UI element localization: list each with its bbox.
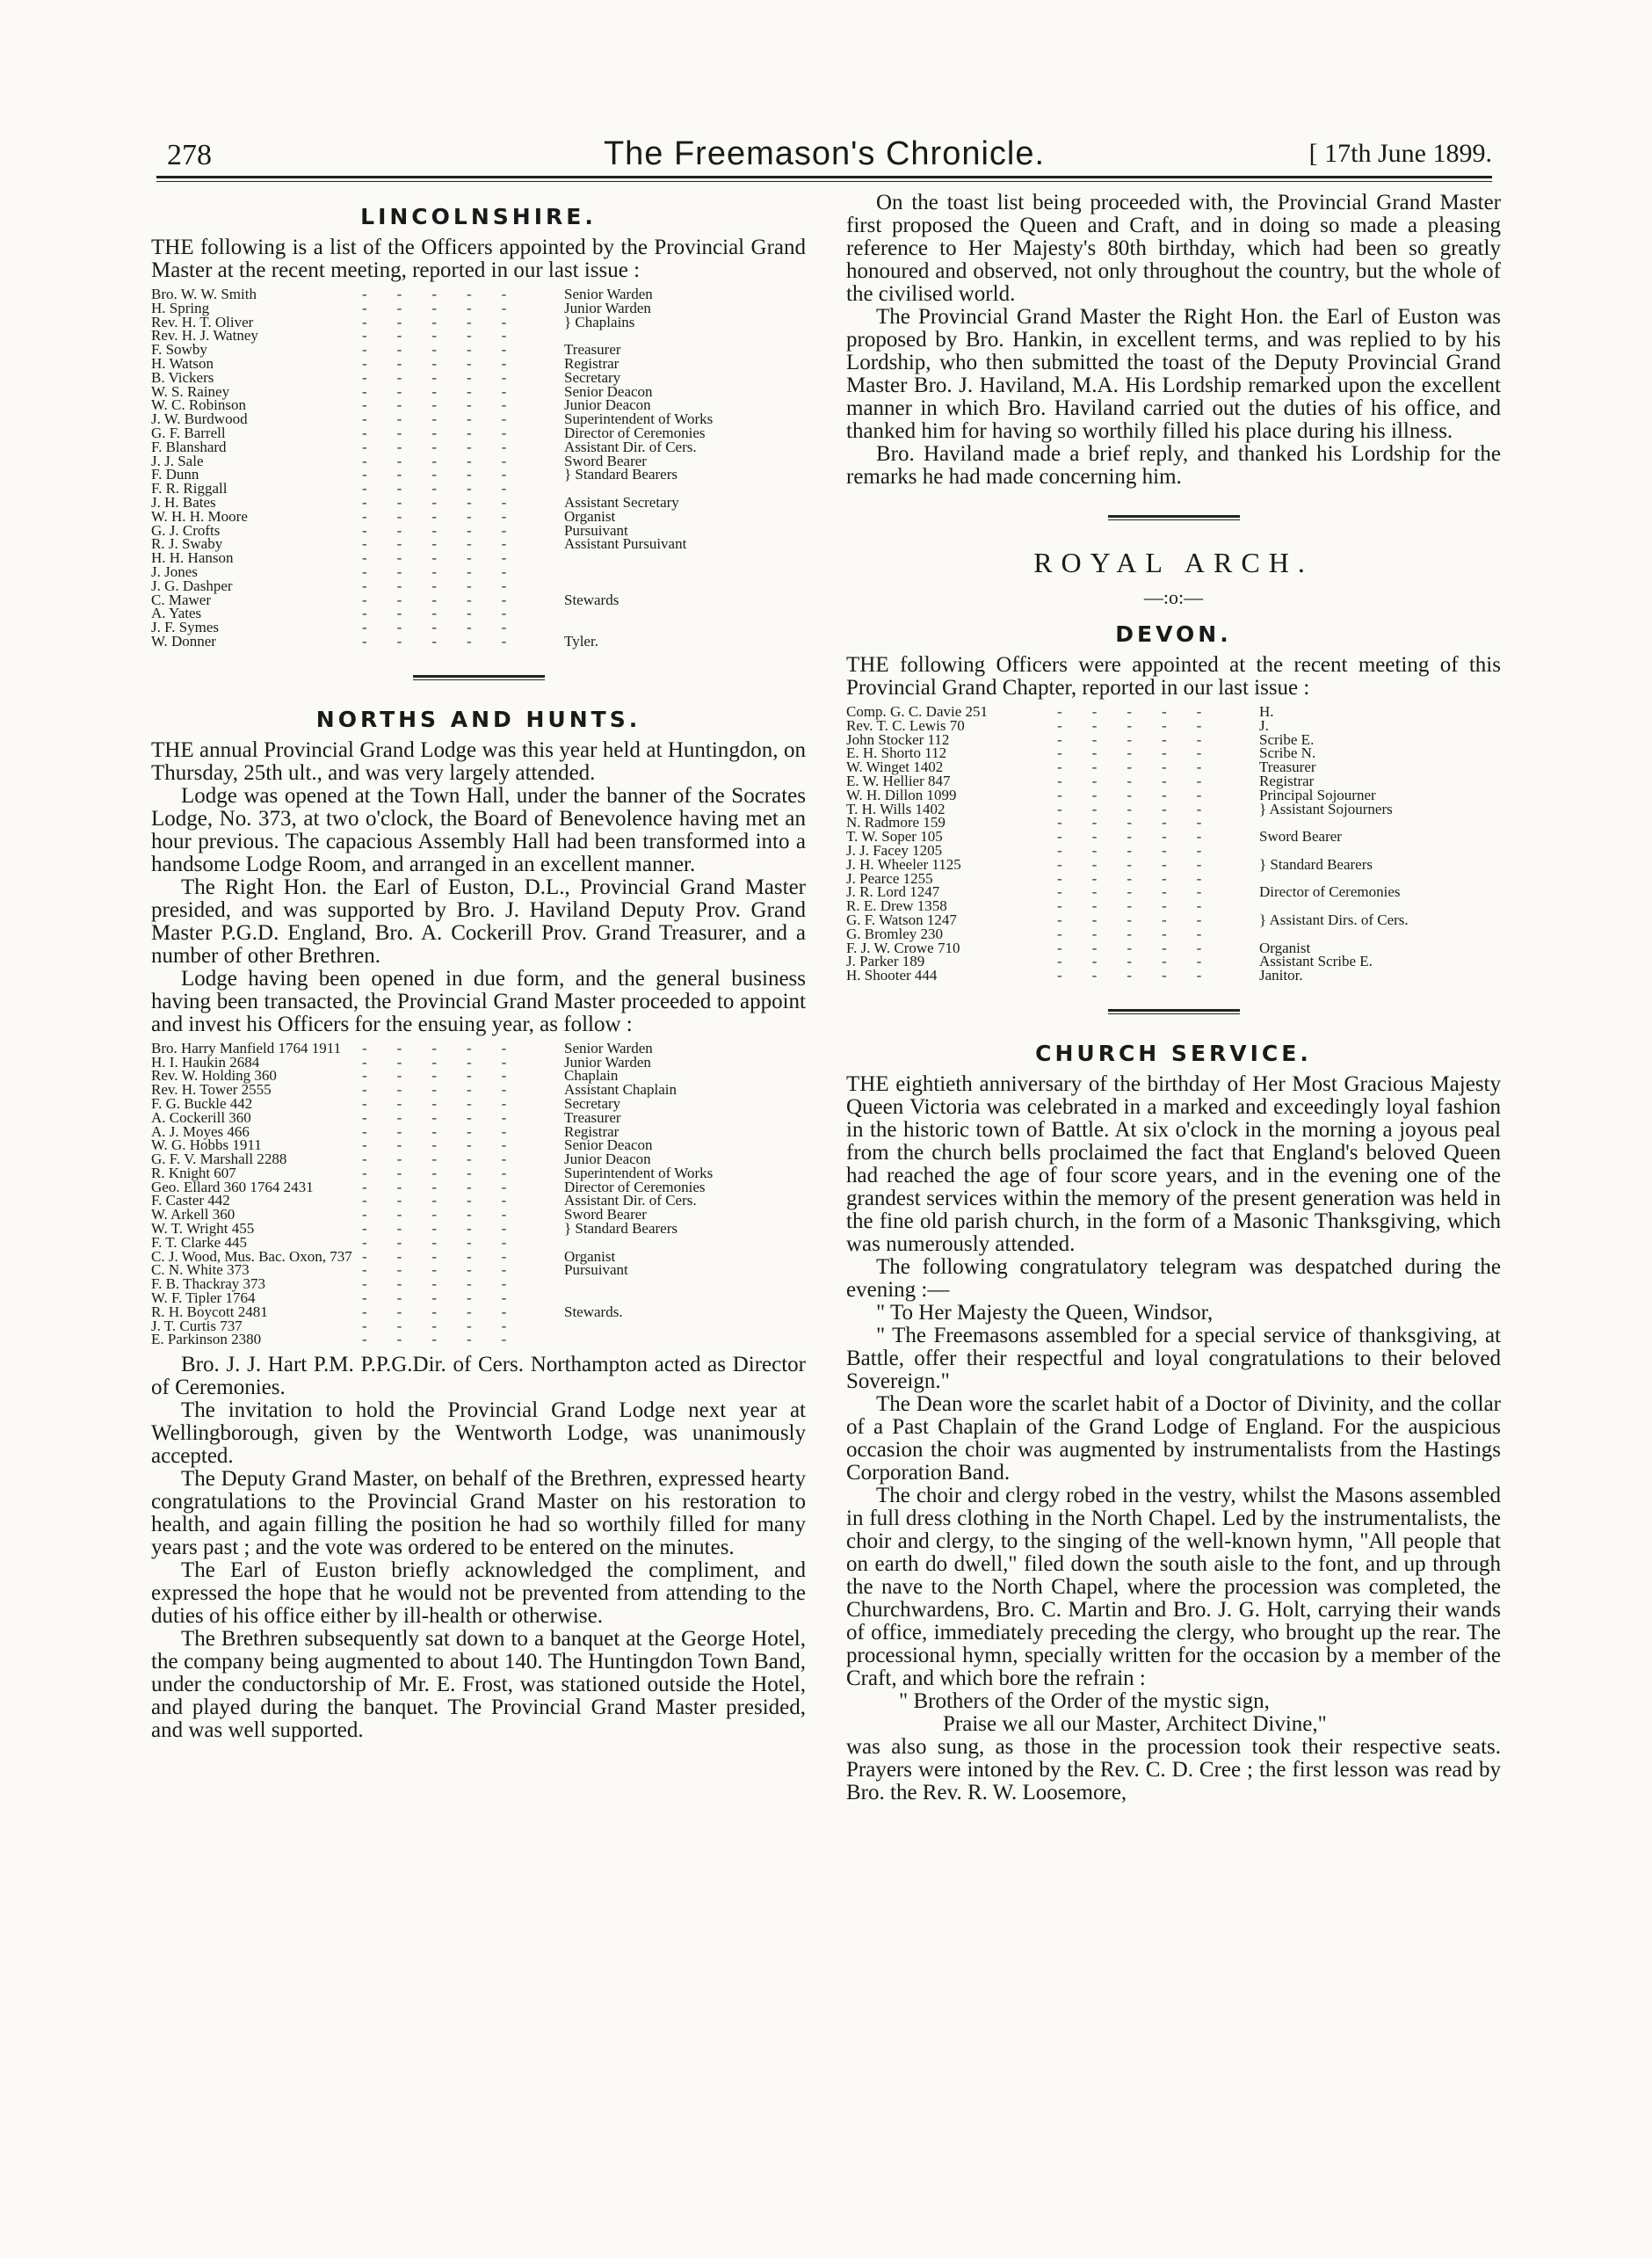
leader-dashes: - - - - - [1057, 814, 1202, 831]
leader-dashes: - - - - - [362, 299, 507, 316]
officer-name: R. H. Boycott 2481 [151, 1303, 268, 1320]
officer-name: Comp. G. C. Davie 251 [846, 703, 989, 720]
officer-office: Junior Deacon [564, 396, 651, 414]
officer-name: W. G. Hobbs 1911 [151, 1136, 262, 1154]
officer-office: Treasurer [1259, 759, 1316, 776]
officer-office: Organist [564, 1247, 616, 1265]
officer-name: J. J. Facey 1205 [846, 841, 943, 859]
leader-dashes: - - - - - [362, 605, 507, 622]
church-paragraph-5: The Dean wore the scarlet habit of a Doctor of Divinity, and the collar of a Past Chaplain of the Grand Lodge of England. For the auspicious occasion the choir was augmented by instrumentalists from the Hastings Corporation Band. [846, 1391, 1501, 1485]
leader-dashes: - - - - - [1057, 786, 1202, 803]
officer-office: Assistant Scribe E. [1259, 953, 1373, 970]
leader-dashes: - - - - - [1057, 744, 1202, 762]
devon-subtitle: DEVON. [1115, 621, 1232, 647]
leader-dashes: - - - - - [362, 1178, 507, 1195]
devon-intro: THE following Officers were appointed at the recent meeting of this Provincial Grand Chapter, reported in our last issue : [846, 653, 1501, 700]
leader-dashes: - - - - - [362, 424, 507, 441]
leader-dashes: - - - - - [362, 535, 507, 553]
officer-name: A. Yates [151, 605, 202, 622]
leader-dashes: - - - - - [362, 521, 507, 539]
norths-paragraph-1: THE annual Provincial Grand Lodge was this year held at Huntingdon, on Thursday, 25th ult., and was very largely attended. [151, 737, 806, 785]
leader-dashes: - - - - - [362, 1164, 507, 1181]
officer-name: F. Dunn [151, 466, 199, 483]
officer-office: Director of Ceremonies [564, 424, 706, 441]
officer-name: Bro. W. W. Smith [151, 286, 257, 302]
officer-office: Secretary [564, 368, 621, 386]
officer-name: C. Mawer [151, 591, 211, 608]
officer-name: H. I. Haukin 2684 [151, 1053, 260, 1071]
officer-office: Pursuivant [564, 521, 628, 539]
officer-name: Rev. H. T. Oliver [151, 313, 254, 330]
officer-office: Senior Deacon [564, 382, 653, 400]
officer-office: Assistant Secretary [564, 493, 679, 511]
officer-name: E. W. Hellier 847 [846, 772, 951, 789]
officer-name: F. Sowby [151, 341, 207, 359]
leader-dashes: - - - - - [362, 1275, 507, 1293]
officer-name: Rev. T. C. Lewis 70 [846, 716, 965, 734]
officer-name: R. J. Swaby [151, 535, 223, 553]
officer-office: Assistant Chaplain [564, 1081, 677, 1099]
officer-name: C. J. Wood, Mus. Bac. Oxon, 737 [151, 1247, 352, 1265]
officer-name: F. Blanshard [151, 438, 227, 455]
officer-office [564, 1332, 806, 1347]
officer-office: Pursuivant [564, 1261, 628, 1279]
officer-office: Assistant Dir. of Cers. [564, 1192, 697, 1209]
officer-name: F. B. Thackray 373 [151, 1275, 266, 1293]
officer-office: Assistant Dir. of Cers. [564, 438, 697, 455]
church-paragraph-6: The choir and clergy robed in the vestry, whilst the Masons assembled in full dress clothing in the North Chapel. Led by the instrumentalists, the choir and clergy, to the singing of the well-known hymn, "All people that on earth do dwell," filed down the south aisle to the font, and up through the nave to the North Chapel, where the procession was completed, the Churchwardens, Bro. C. Martin and Bro. J. G. Holt, carrying their wands of office, immediately preceding the clergy, who brought up the rear. The processional hymn, specially written for the occasion by a member of the Craft, and which bore the refrain : [846, 1483, 1501, 1690]
lincolnshire-title: LINCOLNSHIRE. [360, 204, 597, 229]
officer-name: Bro. Harry Manfield 1764 1911 [151, 1039, 342, 1056]
leader-dashes: - - - - - [1057, 828, 1202, 846]
officer-office: } Assistant Dirs. of Cers. [1259, 911, 1409, 928]
leader-dashes: - - - - - [1057, 883, 1202, 901]
officer-office: Scribe E. [1259, 730, 1315, 748]
officer-name: G. F. Barrell [151, 424, 226, 441]
leader-dashes: - - - - - [1057, 967, 1202, 984]
leader-dashes: - - - - - [362, 632, 507, 650]
officer-name: Rev. H. J. Watney [151, 327, 258, 345]
section-separator [1108, 515, 1240, 520]
leader-dashes: - - - - - [362, 507, 507, 525]
leader-dashes: - - - - - [362, 286, 507, 302]
page-header [156, 132, 1492, 176]
leader-dashes: - - - - - [1057, 925, 1202, 942]
officer-name: F. R. Riggall [151, 480, 228, 497]
church-telegram-body: " The Freemasons assembled for a special service of thanksgiving, at Battle, offer their respectful and loyal congratulations to their beloved Sovereign." [846, 1323, 1501, 1393]
officer-name: W. C. Robinson [151, 396, 247, 414]
officer-row [151, 1332, 806, 1347]
officer-name: Geo. Ellard 360 1764 2431 [151, 1178, 314, 1195]
leader-dashes: - - - - - [362, 1331, 507, 1348]
norths-paragraph-6: The invitation to hold the Provincial Grand Lodge next year at Wellingborough, given by the Wentworth Lodge, was unanimously accepted. [151, 1398, 806, 1469]
officer-office: Senior Deacon [564, 1136, 653, 1154]
officer-name: A. J. Moyes 466 [151, 1122, 250, 1140]
officer-name: J. G. Dashper [151, 577, 233, 594]
officer-name: J. Jones [151, 563, 198, 580]
issue-date: [ 17th June 1899. [1308, 139, 1492, 168]
leader-dashes: - - - - - [362, 1108, 507, 1126]
officer-name: W. Donner [151, 632, 216, 650]
leader-dashes: - - - - - [1057, 953, 1202, 970]
ornament-divider: —:o:— [1143, 586, 1204, 608]
leader-dashes: - - - - - [362, 313, 507, 330]
church-paragraph-7: was also sung, as those in the procession took their respective seats. Prayers were intoned by the Rev. C. D. Cree ; the first lesson was read by Bro. the Rev. R. W. Loosemore, [846, 1734, 1501, 1804]
officer-name: J. Parker 189 [846, 953, 925, 970]
officer-name: G. F. V. Marshall 2288 [151, 1151, 287, 1168]
officer-office: Organist [1259, 939, 1311, 956]
leader-dashes: - - - - - [362, 1206, 507, 1223]
norths-paragraph-7: The Deputy Grand Master, on behalf of the Brethren, expressed hearty congratulations to the Provincial Grand Master on his restoration to health, and again filling the position he had so worthily filled for many years past ; and the vote was ordered to be entered on the minutes. [151, 1467, 806, 1560]
officer-office: Senior Warden [564, 1039, 653, 1056]
officer-name: J. H. Wheeler 1125 [846, 855, 961, 873]
leader-dashes: - - - - - [362, 341, 507, 359]
officer-office: } Chaplains [564, 313, 635, 330]
officer-name: C. N. White 373 [151, 1261, 250, 1279]
officer-name: F. G. Buckle 442 [151, 1094, 253, 1112]
devon-officers [846, 705, 1501, 983]
officer-name: H. H. Hanson [151, 549, 234, 567]
toast-paragraph-3: Bro. Haviland made a brief reply, and thanked his Lordship for the remarks he had made concerning him. [846, 442, 1501, 489]
leader-dashes: - - - - - [362, 563, 507, 580]
leader-dashes: - - - - - [1057, 730, 1202, 748]
leader-dashes: - - - - - [362, 1122, 507, 1140]
officer-office: H. [1259, 703, 1274, 720]
header-rule [156, 176, 1492, 178]
officer-name: J. H. Bates [151, 493, 216, 511]
leader-dashes: - - - - - [1057, 716, 1202, 734]
officer-name: H. Watson [151, 354, 214, 372]
officer-office: Secretary [564, 1094, 621, 1112]
leader-dashes: - - - - - [362, 1220, 507, 1238]
officer-name: W. Winget 1402 [846, 759, 944, 776]
officer-name: G. F. Watson 1247 [846, 911, 957, 928]
officer-name: F. J. W. Crowe 710 [846, 939, 960, 956]
officer-office [564, 565, 806, 579]
leader-dashes: - - - - - [1057, 759, 1202, 776]
officer-name: G. J. Crofts [151, 521, 221, 539]
officer-office: Treasurer [564, 341, 621, 359]
officer-name: J. Pearce 1255 [846, 869, 933, 887]
officer-office: Registrar [564, 354, 620, 372]
officer-name: J. F. Symes [151, 619, 220, 636]
leader-dashes: - - - - - [1057, 841, 1202, 859]
leader-dashes: - - - - - [362, 1151, 507, 1168]
officer-office: } Standard Bearers [1259, 855, 1373, 873]
church-telegram-address: " To Her Majesty the Queen, Windsor, [876, 1300, 1214, 1325]
officer-office: Registrar [1259, 772, 1315, 789]
leader-dashes: - - - - - [362, 591, 507, 608]
lincolnshire-intro: THE following is a list of the Officers appointed by the Provincial Grand Master at the recent meeting, reported in our last issue : [151, 236, 806, 282]
leader-dashes: - - - - - [362, 577, 507, 594]
leader-dashes: - - - - - [362, 438, 507, 455]
officer-office: J. [1259, 716, 1269, 734]
section-separator [1108, 1009, 1240, 1014]
officer-office: Treasurer [564, 1108, 621, 1126]
left-column [151, 192, 806, 1742]
publication-title: The Freemason's Chronicle. [603, 135, 1046, 172]
royal-arch-title: ROYAL ARCH. [1033, 547, 1314, 578]
officer-name: F. T. Clarke 445 [151, 1233, 247, 1251]
right-column [846, 192, 1501, 1804]
leader-dashes: - - - - - [362, 1039, 507, 1056]
leader-dashes: - - - - - [362, 493, 507, 511]
leader-dashes: - - - - - [1057, 939, 1202, 956]
leader-dashes: - - - - - [362, 410, 507, 428]
officer-name: W. T. Wright 455 [151, 1220, 255, 1238]
officer-office: } Standard Bearers [564, 466, 678, 483]
officer-name: Rev. H. Tower 2555 [151, 1081, 272, 1099]
hymn-line-2: Praise we all our Master, Architect Divine," [943, 1711, 1327, 1736]
section-separator [413, 675, 545, 680]
leader-dashes: - - - - - [362, 1303, 507, 1320]
leader-dashes: - - - - - [1057, 703, 1202, 720]
officer-office: Scribe N. [1259, 744, 1316, 762]
leader-dashes: - - - - - [362, 1094, 507, 1112]
officer-office [564, 621, 806, 635]
leader-dashes: - - - - - [362, 396, 507, 414]
norths-paragraph-5: Bro. J. J. Hart P.M. P.P.G.Dir. of Cers. Northampton acted as Director of Ceremonies. [151, 1353, 806, 1400]
officer-name: J. T. Curtis 737 [151, 1317, 243, 1334]
leader-dashes: - - - - - [362, 1192, 507, 1209]
leader-dashes: - - - - - [362, 327, 507, 345]
leader-dashes: - - - - - [1057, 772, 1202, 789]
officer-office: Junior Warden [564, 299, 651, 316]
leader-dashes: - - - - - [362, 466, 507, 483]
officer-office: Junior Warden [564, 1053, 651, 1071]
officer-office: Organist [564, 507, 616, 525]
header-rule-thin [156, 181, 1492, 182]
toast-paragraph-1: On the toast list being proceeded with, the Provincial Grand Master first proposed the Queen and Craft, and in doing so made a pleasing reference to Her Majesty's 80th birthday, which had been so greatly honoured and observed, not only throughout the country, but the whole of the civilised world. [846, 191, 1501, 306]
officer-office: Sword Bearer [564, 452, 647, 469]
leader-dashes: - - - - - [362, 1317, 507, 1334]
officer-name: H. Spring [151, 299, 210, 316]
leader-dashes: - - - - - [362, 1233, 507, 1251]
church-paragraph-1: THE eightieth anniversary of the birthday of Her Most Gracious Majesty Queen Victoria was celebrated in a marked and exceedingly loyal fashion in the historic town of Battle. At six o'clock in the morning a joyous peal from the church bells proclaimed the fact that England's beloved Queen had reached the age of four score years, and in the evening one of the grandest services within the memory of the present generation was held in the fine old parish church, in the form of a Masonic Thanksgiving, which was numerously attended. [846, 1071, 1501, 1256]
leader-dashes: - - - - - [1057, 800, 1202, 817]
leader-dashes: - - - - - [362, 1053, 507, 1071]
leader-dashes: - - - - - [362, 1081, 507, 1099]
officer-name: E. Parkinson 2380 [151, 1331, 262, 1348]
officer-name: J. R. Lord 1247 [846, 883, 940, 901]
officer-name: J. W. Burdwood [151, 410, 248, 428]
leader-dashes: - - - - - [1057, 897, 1202, 915]
officer-office: } Standard Bearers [564, 1220, 678, 1238]
officer-office: Director of Ceremonies [1259, 883, 1401, 901]
officer-office: Director of Ceremonies [564, 1178, 706, 1195]
leader-dashes: - - - - - [362, 452, 507, 469]
officer-row [846, 969, 1501, 983]
officer-office: Superintendent of Works [564, 1164, 714, 1181]
officer-name: W. S. Rainey [151, 382, 230, 400]
officer-office: Principal Sojourner [1259, 786, 1376, 803]
officer-office: Sword Bearer [564, 1206, 647, 1223]
officer-office [564, 551, 806, 565]
leader-dashes: - - - - - [362, 368, 507, 386]
norths-paragraph-4: Lodge having been opened in due form, and the general business having been transacted, the Provincial Grand Master proceeded to appoint and invest his Officers for the ensuing year, as follow : [151, 966, 806, 1036]
norths-officers [151, 1039, 806, 1348]
officer-name: R. E. Drew 1358 [846, 897, 947, 915]
officer-name: J. J. Sale [151, 452, 204, 469]
hymn-line-1: " Brothers of the Order of the mystic sign, [899, 1688, 1270, 1713]
officer-name: B. Vickers [151, 368, 214, 386]
leader-dashes: - - - - - [1057, 855, 1202, 873]
officer-office: Janitor. [1259, 967, 1303, 984]
leader-dashes: - - - - - [362, 549, 507, 567]
leader-dashes: - - - - - [362, 382, 507, 400]
officer-name: John Stocker 112 [846, 730, 950, 748]
officer-office: Chaplain [564, 1067, 619, 1085]
officer-name: W. Arkell 360 [151, 1206, 235, 1223]
leader-dashes: - - - - - [362, 1067, 507, 1085]
church-paragraph-2: The following congratulatory telegram was despatched during the evening :— [846, 1254, 1501, 1302]
leader-dashes: - - - - - [362, 619, 507, 636]
officer-name: T. W. Soper 105 [846, 828, 943, 846]
norths-paragraph-9: The Brethren subsequently sat down to a banquet at the George Hotel, the company being augmented to about 140. The Huntingdon Town Band, under the conductorship of Mr. E. Frost, was stationed outside the Hotel, and played during the banquet. The Provincial Grand Master presided, and was well supported. [151, 1627, 806, 1743]
norths-paragraph-8: The Earl of Euston briefly acknowledged the compliment, and expressed the hope that he would not be prevented from attending to the duties of his office either by ill-health or otherwise. [151, 1558, 806, 1629]
officer-name: R. Knight 607 [151, 1164, 236, 1181]
officer-name: A. Cockerill 360 [151, 1108, 251, 1126]
officer-office: Assistant Pursuivant [564, 535, 687, 553]
norths-paragraph-2: Lodge was opened at the Town Hall, under the banner of the Socrates Lodge, No. 373, at two o'clock, the Board of Benevolence having met an hour previous. The capacious Assembly Hall had been transformed into a handsome Lodge Room, and arranged in an excellent manner. [151, 783, 806, 876]
officer-name: F. Caster 442 [151, 1192, 230, 1209]
officer-name: Rev. W. Holding 360 [151, 1067, 277, 1085]
officer-office: } Assistant Sojourners [1259, 800, 1393, 817]
officer-name: H. Shooter 444 [846, 967, 938, 984]
leader-dashes: - - - - - [362, 1261, 507, 1279]
officer-name: T. H. Wills 1402 [846, 800, 946, 817]
church-title: CHURCH SERVICE. [1035, 1040, 1312, 1066]
officer-name: N. Radmore 159 [846, 814, 946, 831]
officer-office: Stewards. [564, 1303, 623, 1320]
officer-office: Junior Deacon [564, 1151, 651, 1168]
lincolnshire-officers [151, 287, 806, 649]
leader-dashes: - - - - - [362, 1136, 507, 1154]
officer-row [151, 635, 806, 649]
officer-office [564, 606, 806, 621]
leader-dashes: - - - - - [1057, 911, 1202, 928]
leader-dashes: - - - - - [362, 1289, 507, 1307]
officer-office: Stewards [564, 591, 620, 608]
officer-office [564, 1319, 806, 1333]
leader-dashes: - - - - - [362, 1247, 507, 1265]
officer-name: W. H. Dillon 1099 [846, 786, 957, 803]
officer-office: Tyler. [564, 632, 598, 650]
leader-dashes: - - - - - [362, 354, 507, 372]
norths-title: NORTHS AND HUNTS. [315, 706, 641, 732]
officer-name: G. Bromley 230 [846, 925, 944, 942]
leader-dashes: - - - - - [362, 480, 507, 497]
officer-name: W. F. Tipler 1764 [151, 1289, 256, 1307]
officer-office [564, 1277, 806, 1291]
officer-office: Registrar [564, 1122, 620, 1140]
toast-paragraph-2: The Provincial Grand Master the Right Hon. the Earl of Euston was proposed by Bro. Hankin, in excellent terms, and was replied to by his Lordship, who then submitted the toast of the Deputy Provincial Grand Master Bro. J. Haviland, M.A. His Lordship remarked upon the excellent manner in which Bro. Haviland carried out the duties of his office, and thanked him for having so worthily filled his place during his illness. [846, 305, 1501, 443]
norths-paragraph-3: The Right Hon. the Earl of Euston, D.L., Provincial Grand Master presided, and was supported by Bro. J. Haviland Deputy Prov. Grand Master P.G.D. England, Bro. A. Cockerill Prov. Grand Treasurer, and a number of other Brethren. [151, 875, 806, 968]
officer-office: Superintendent of Works [564, 410, 714, 428]
officer-office: Sword Bearer [1259, 828, 1342, 846]
officer-name: W. H. H. Moore [151, 507, 248, 525]
leader-dashes: - - - - - [1057, 869, 1202, 887]
page-number: 278 [167, 139, 212, 171]
officer-name: E. H. Shorto 112 [846, 744, 947, 762]
officer-office: Senior Warden [564, 286, 653, 302]
